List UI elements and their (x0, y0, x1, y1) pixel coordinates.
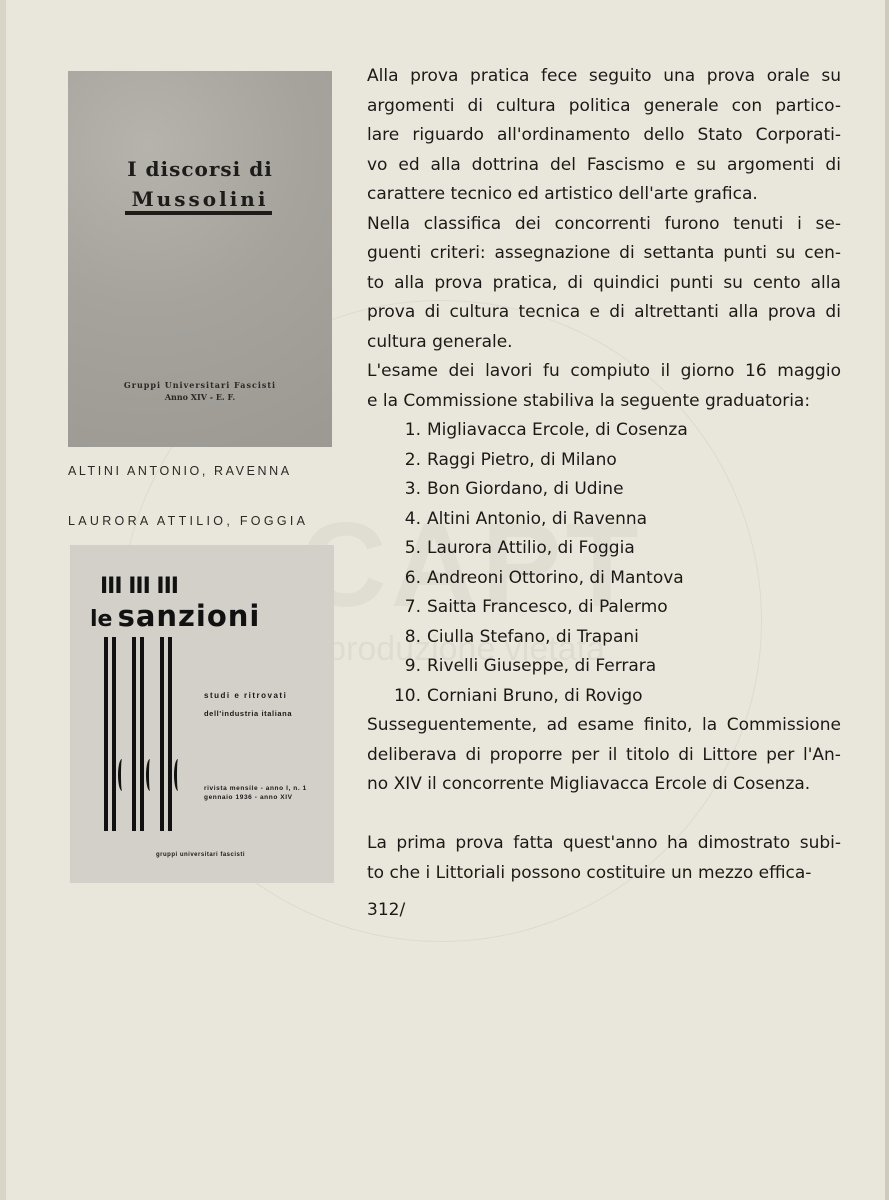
cover1-year: Anno XIV - E. F. (164, 392, 236, 402)
cover-le-sanzioni (70, 545, 334, 883)
cover2-title (90, 599, 330, 633)
cover2-stripe (168, 637, 172, 831)
ranking-item (367, 446, 841, 476)
cover1-publisher: Gruppi Universitari Fascisti (123, 380, 277, 390)
paragraph-criteria-line: guenti criteri: assegnazione di settanta punti su cen- (367, 243, 841, 263)
cover2-subtitle1: studi e ritrovati (204, 691, 288, 700)
paragraph-littore-line: Susseguentemente, ad esame finito, la Commissione (367, 715, 841, 735)
paragraph-littore-line: no XIV il concorrente Migliavacca Ercole di Cosenza. (367, 774, 811, 794)
ranking-item (367, 623, 841, 653)
ranking-number: 4. (404, 508, 421, 529)
cover2-stripe (132, 637, 136, 831)
ranking-item (367, 534, 841, 564)
ranking-number: 3. (404, 479, 421, 499)
paragraph-oral-exam (367, 62, 841, 210)
paragraph-littore (367, 711, 841, 800)
ranking-name: Migliavacca Ercole, di Cosenza (427, 420, 688, 440)
ranking-number: 9. (404, 656, 421, 676)
paragraph-criteria-line: Nella classifica dei concorrenti furono tenuti i se- (367, 213, 841, 234)
paragraph-oral-exam-line: Alla prova pratica fece seguito una prova orale su (367, 66, 841, 86)
caption-laurora: LAURORA ATTILIO, FOGGIA (68, 514, 309, 528)
cover2-issue-info2: gennaio 1936 - anno XIV (204, 794, 293, 801)
ranking-name: Ciulla Stefano, di Trapani (427, 626, 639, 647)
ranking-number: 10. (393, 685, 421, 706)
cover1-title-line2: Mussolini (131, 187, 269, 211)
cover-discorsi-mussolini (68, 71, 332, 447)
cover2-footer: gruppi universitari fascisti (156, 852, 246, 858)
cover2-arc (174, 759, 182, 791)
ranking-item (367, 682, 841, 712)
ranking-name: Saitta Francesco, di Palermo (427, 597, 668, 617)
paragraph-exam-date (367, 357, 841, 416)
paragraph-criteria-line: prova di cultura tecnica e di altrettanti alla prova di (367, 302, 841, 322)
cover2-subtitle2: dell'industria italiana (204, 709, 293, 718)
ranking-name: Corniani Bruno, di Rovigo (427, 685, 643, 706)
paragraph-littore-line: deliberava di proporre per il titolo di Littore per l'An- (367, 744, 841, 765)
cover2-issue-info1: rivista mensile - anno I, n. 1 (204, 785, 307, 792)
ranking-name: Bon Giordano, di Udine (427, 479, 624, 499)
ranking-name: Rivelli Giuseppe, di Ferrara (427, 656, 657, 676)
ranking-name: Altini Antonio, di Ravenna (427, 508, 648, 529)
ranking-number: 6. (404, 567, 421, 588)
cover2-title-sanzioni: sanzioni (117, 599, 261, 633)
ranking-number: 5. (404, 538, 421, 558)
caption-altini: ALTINI ANTONIO, RAVENNA (68, 464, 292, 478)
ranking-item (367, 593, 841, 623)
paragraph-oral-exam-line: vo ed alla dottrina del Fascismo e su argomenti di (367, 154, 841, 175)
ranking-name: Raggi Pietro, di Milano (427, 449, 617, 470)
body-text (367, 62, 841, 888)
cover2-arc (146, 759, 154, 791)
paragraph-oral-exam-line: carattere tecnico ed artistico dell'arte grafica. (367, 184, 758, 204)
paragraph-conclusion (367, 829, 841, 888)
ranking-name: Laurora Attilio, di Foggia (427, 538, 635, 558)
cover2-title-le: le (90, 607, 113, 632)
cover2-stripe (112, 637, 116, 831)
ranking-list (367, 416, 841, 711)
paragraph-oral-exam-line: lare riguardo all'ordinamento dello Stato Corporati- (367, 125, 841, 145)
cover1-title-line1: I discorsi di (127, 157, 273, 181)
ranking-item (367, 416, 841, 446)
cover1-title-underline (125, 211, 272, 215)
cover2-stripe (140, 637, 144, 831)
ranking-number: 8. (404, 626, 421, 647)
paragraph-exam-date-line: L'esame dei lavori fu compiuto il giorno 16 maggio (367, 361, 841, 381)
ranking-item (367, 564, 841, 594)
cover2-stripe (104, 637, 108, 831)
paragraph-conclusion-line: to che i Littoriali possono costituire un mezzo effica- (367, 862, 812, 883)
paragraph-criteria-line: to alla prova pratica, di quindici punti su cento alla (367, 272, 841, 293)
paragraph-conclusion-line: La prima prova fatta quest'anno ha dimostrato subi- (367, 833, 841, 853)
ranking-number: 1. (404, 420, 421, 440)
ranking-name: Andreoni Ottorino, di Mantova (427, 567, 684, 588)
cover2-bar-marks: III III III (100, 574, 178, 599)
ranking-item (367, 505, 841, 535)
ranking-item (367, 652, 841, 682)
page-number: 312/ (367, 900, 406, 920)
paragraph-oral-exam-line: argomenti di cultura politica generale con partico- (367, 95, 841, 116)
cover2-arc (118, 759, 126, 791)
ranking-item (367, 475, 841, 505)
paragraph-criteria (367, 210, 841, 358)
paragraph-criteria-line: cultura generale. (367, 331, 513, 352)
cover2-stripe (160, 637, 164, 831)
paragraph-exam-date-line: e la Commissione stabiliva la seguente graduatoria: (367, 390, 811, 411)
ranking-number: 7. (404, 597, 421, 617)
ranking-number: 2. (404, 449, 421, 470)
